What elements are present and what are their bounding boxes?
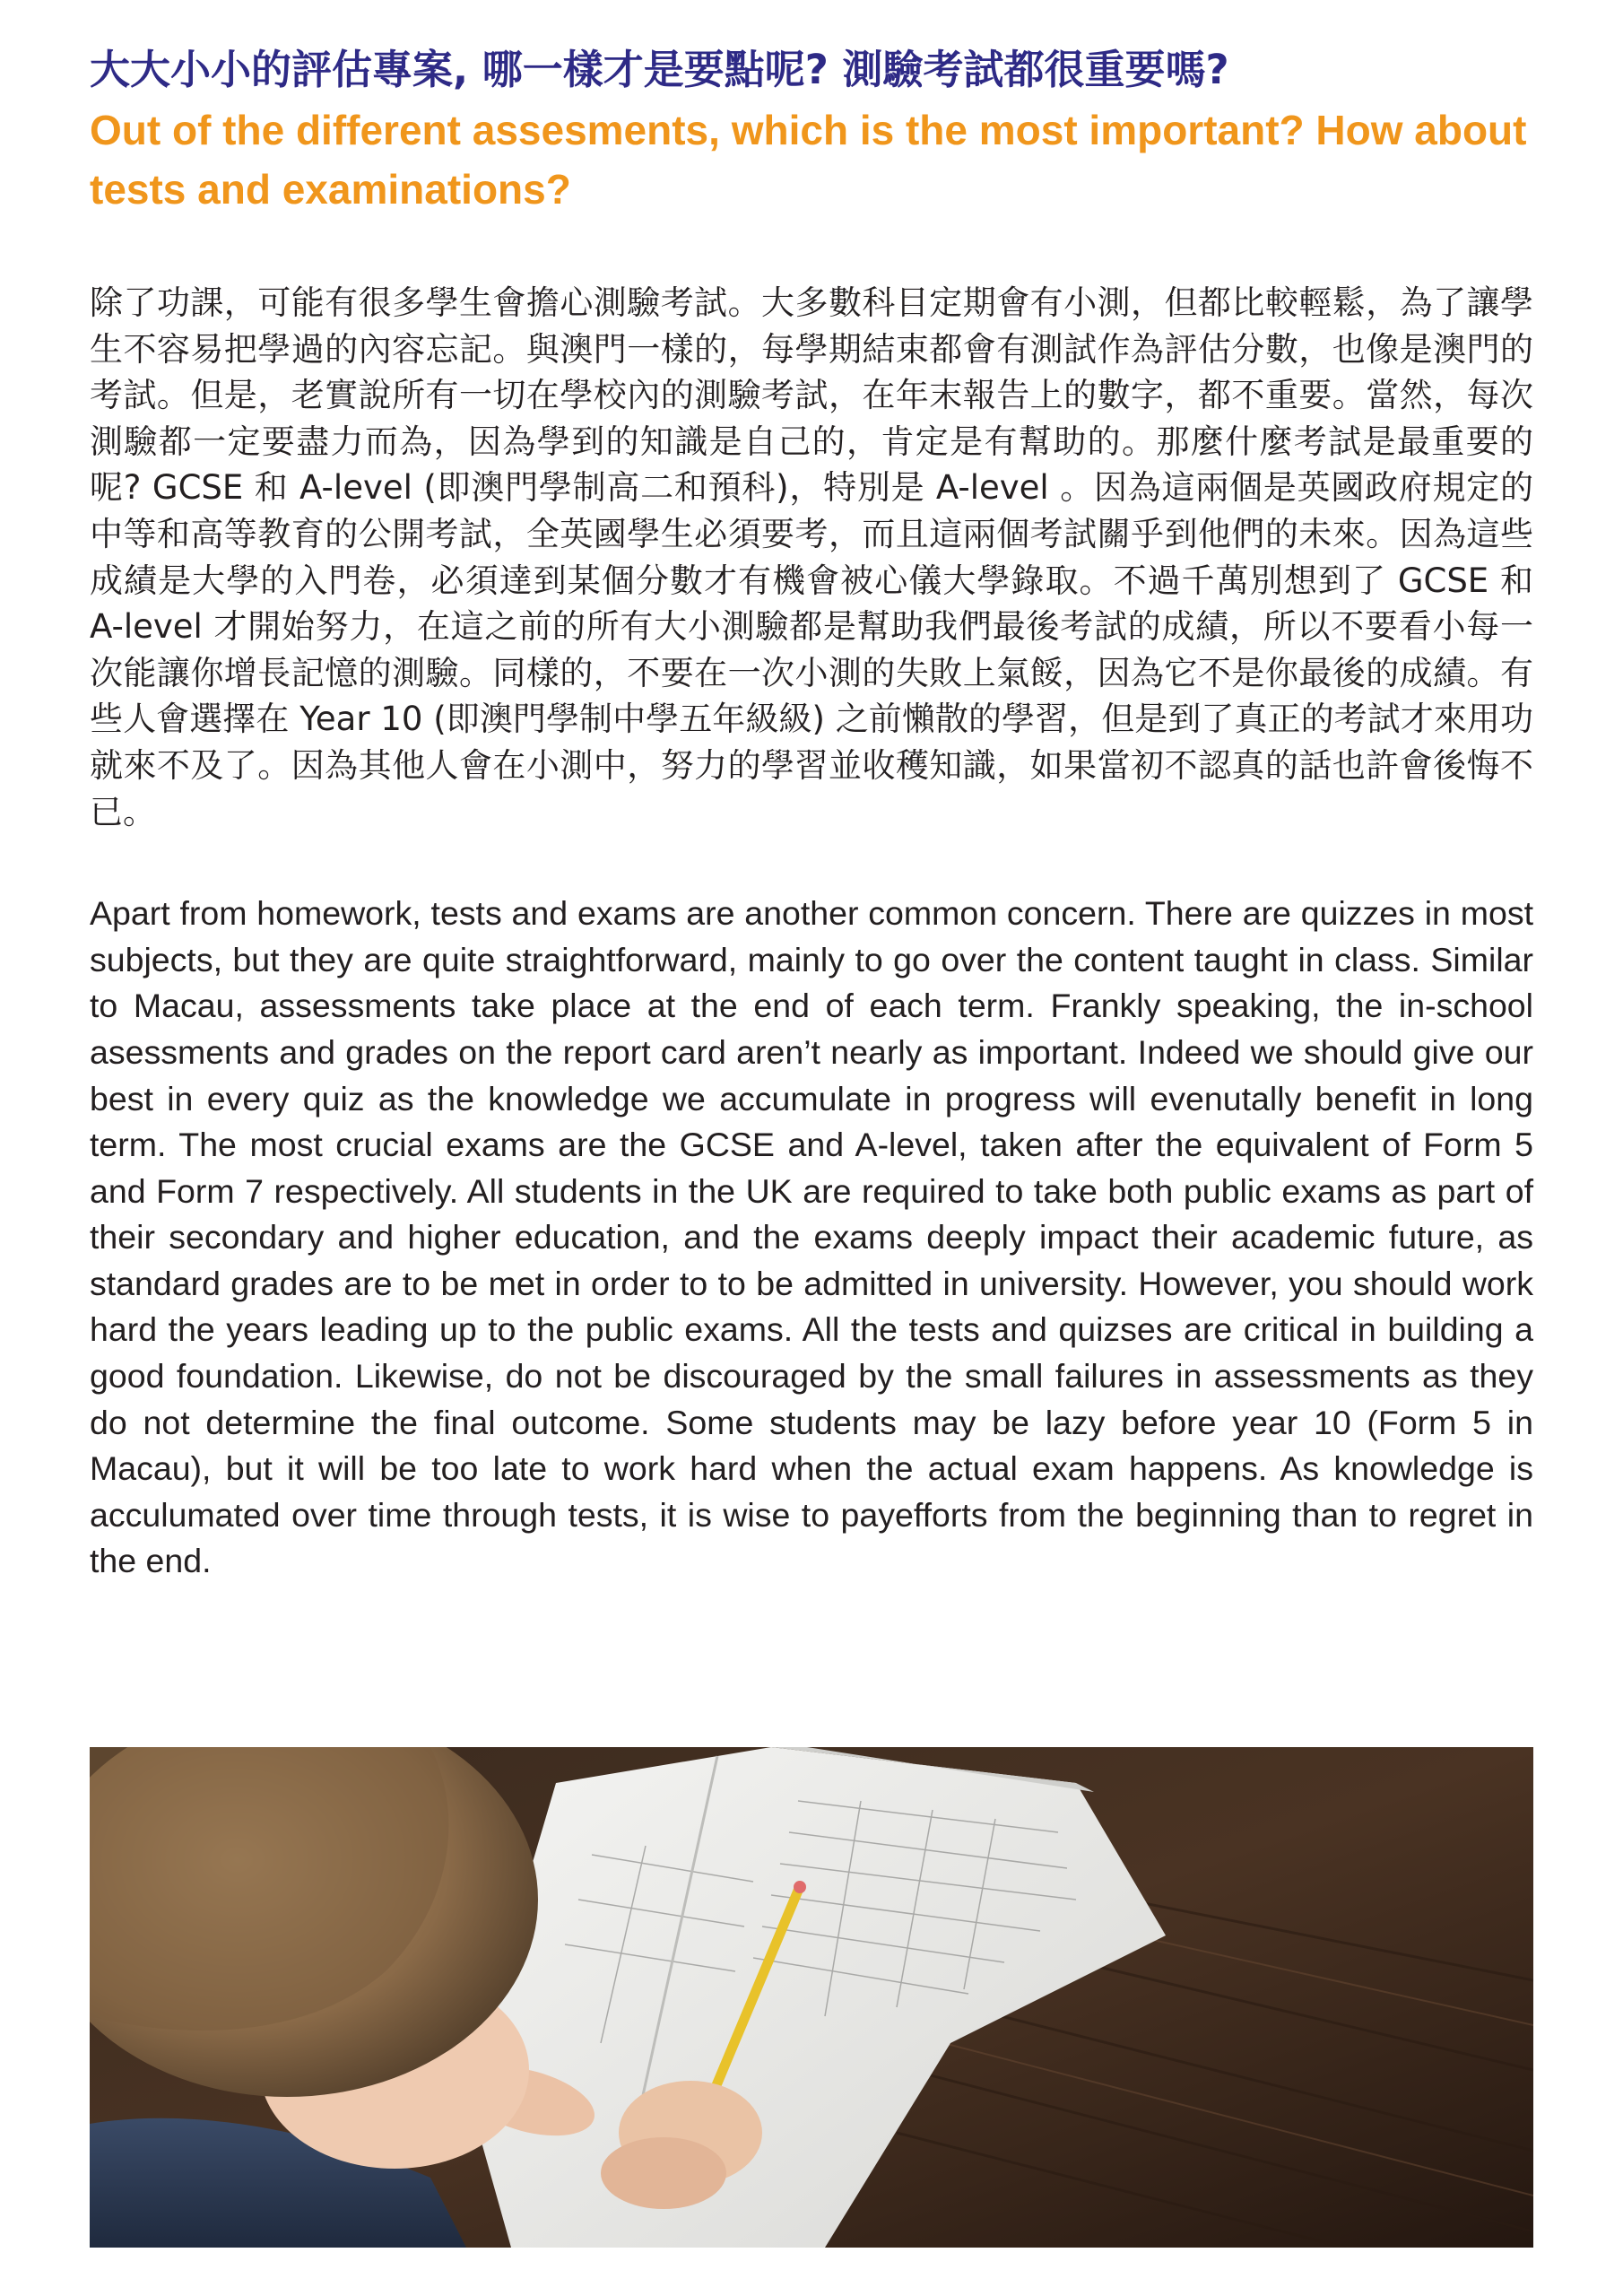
article — [90, 43, 1533, 1585]
body-paragraph-english: Apart from homework, tests and exams are another common concern. There are quizzes in most subjects, but they are quite straightforward, mainly to go over the content taught in class. Similar to Macau, assessments take place at the end of each term. Frankly speaking, the in-school asessments and grades on the report card aren’t nearly as important. Indeed we should give our best in every quiz as the knowledge we accumulate in progress will evenutally benefit in long term. The most crucial exams are the GCSE and A-level, taken after the equivalent of Form 5 and Form 7 respectively. All students in the UK are required to take both public exams as part of their secondary and higher education, and the exams deeply impact their academic future, as standard grades are to be met in order to to be admitted in university. However, you should work hard the years leading up to the public exams. All the tests and quizses are critical in building a good foundation. Likewise, do not be discouraged by the small failures in assessments as they do not determine the final outcome. Some students may be lazy before year 10 (Form 5 in Macau), but it will be too late to work hard when the actual exam happens. As knowledge is acculumated over time through tests, it is wise to payefforts from the beginning than to regret in the end. — [90, 894, 1533, 1580]
title-english: Out of the different assesments, which is the most important? How about tests and examinations? — [90, 107, 1527, 213]
photo-child-writing-test — [90, 1747, 1533, 2248]
title-chinese: 大大小小的評估專案, 哪一樣才是要點呢? 測驗考試都很重要嗎? — [90, 46, 1229, 93]
body-paragraph-chinese: 除了功課，可能有很多學生會擔心測驗考試。大多數科目定期會有小測，但都比較輕鬆，為了讓學生不容易把學過的內容忘記。與澳門一樣的，每學期結束都會有測試作為評估分數，也像是澳門的考試。但是，老實說所有一切在學校內的測驗考試，在年末報告上的數字，都不重要。當然，每次測驗都一定要盡力而為，因為學到的知識是自己的，肯定是有幫助的。那麼什麼考試是最重要的呢? GCSE 和 A-level (即澳門學制高二和預科)，特別是 A-level 。因為這兩個是英國政府規定的中等和高等教育的公開考試，全英國學生必須要考，而且這兩個考試關乎到他們的未來。因為這些成績是大學的入門卷，必須達到某個分數才有機會被心儀大學錄取。不過千萬別想到了 GCSE 和 A-level 才開始努力，在這之前的所有大小測驗都是幫助我們最後考試的成績，所以不要看小每一次能讓你增長記憶的測驗。同樣的，不要在一次小測的失敗上氣餒，因為它不是你最後的成績。有些人會選擇在 Year 10 (即澳門學制中學五年級級) 之前懶散的學習，但是到了真正的考試才來用功就來不及了。因為其他人會在小測中，努力的學習並收穫知識，如果當初不認真的話也許會後悔不已。 — [90, 283, 1533, 831]
